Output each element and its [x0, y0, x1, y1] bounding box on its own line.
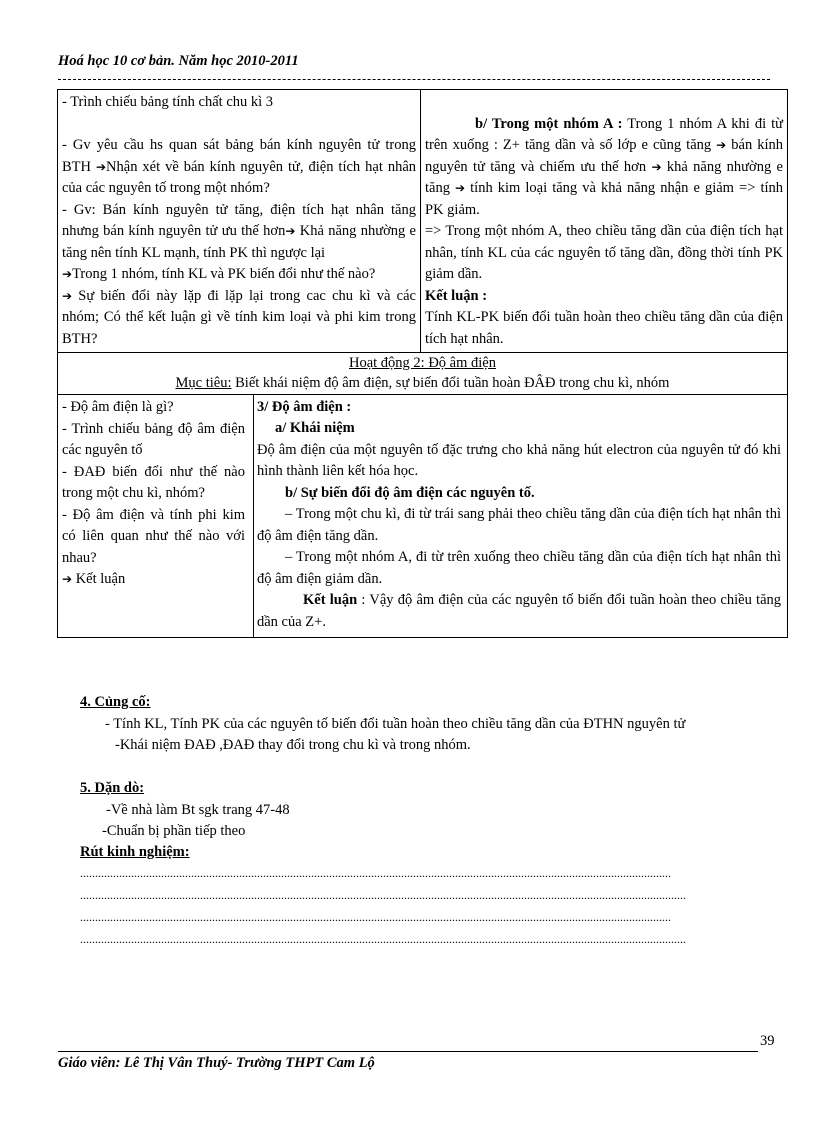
subheading: b/ Trong một nhóm A :: [475, 115, 623, 132]
arrow-right-icon: ➔: [62, 572, 73, 586]
column-divider-line: [253, 395, 254, 638]
teacher-activity-cell: [58, 90, 421, 353]
text: Kết luận: [72, 571, 126, 587]
arrow-right-icon: ➔: [62, 288, 73, 303]
section-experience: [57, 842, 785, 864]
arrow-right-icon: ➔: [455, 181, 466, 195]
left1-line: [62, 264, 416, 286]
group-a-summary: => Trong một nhóm A, theo chiều tăng dần của điện tích hạt nhân, tính KL của các nguyên tố tăng dần, đồng thời tính PK giảm dần.: [425, 223, 783, 282]
spacer: [425, 92, 783, 114]
section-heading: 5. Dặn dò:: [80, 780, 145, 796]
left2-line: - Trình chiếu bảng độ âm điện các nguyên tố: [62, 420, 245, 458]
text: khả năng nhường e tăng: [425, 158, 783, 196]
section-homework: [57, 778, 785, 843]
page-number: 39: [760, 1033, 775, 1049]
header-divider: [58, 79, 770, 80]
page-header-title: Hoá học 10 cơ bản. Năm học 2010-2011: [58, 53, 299, 69]
text: - Gv yêu cầu hs quan sát bảng bán kính nguyên tử trong BTH: [62, 137, 416, 175]
conclusion-paragraph: [257, 590, 781, 633]
section-heading: 4. Củng cố:: [80, 694, 151, 710]
activity-title: Hoạt động 2: Độ âm điện: [349, 355, 496, 371]
table-row: [58, 353, 788, 395]
arrow-right-icon: ➔: [285, 224, 296, 238]
conclusion-text: Tính KL-PK biến đổi tuần hoàn theo chiều tăng dần của điện tích hạt nhân.: [425, 309, 783, 347]
footer-divider: [58, 1051, 758, 1052]
text: Trong 1 nhóm, tính KL và PK biến đổi như thế nào?: [72, 266, 376, 282]
left2-line: - Độ âm điện là gì?: [62, 399, 174, 415]
left1-line: [62, 200, 416, 265]
left1-line: [62, 135, 416, 200]
activity-goal: [62, 373, 783, 393]
text: - Gv: Bán kính nguyên tử tăng, điện tích hạt nhân tăng nhưng bán kính nguyên tử ưu thế hơn: [62, 201, 416, 239]
left2-line: - Độ âm điện và tính phi kim có liên quan như thế nào với nhau?: [62, 506, 245, 566]
left1-line: [62, 286, 416, 351]
conclusion-label: Kết luận :: [425, 287, 488, 304]
footer-teacher: Giáo viên: Lê Thị Vân Thuý- Trường THPT Cam Lộ: [58, 1055, 375, 1071]
arrow-right-icon: ➔: [716, 138, 727, 152]
section-consolidation: [57, 692, 785, 757]
homework-line: -Về nhà làm Bt sgk trang 47-48: [106, 801, 290, 818]
left1-line: - Trình chiếu bảng tính chất chu kì 3: [62, 94, 274, 110]
blank-line: ..........................................................................................................................................................................................................: [80, 888, 686, 902]
conclusion-text: : Vậy độ âm điện của các nguyên tố biến đổi tuần hoàn theo chiều tăng dần của Z+.: [257, 592, 782, 630]
section-heading: Rút kinh nghiệm:: [80, 844, 190, 860]
consolidation-line: -Khái niệm ĐAĐ ,ĐAĐ thay đổi trong chu kì và trong nhóm.: [115, 737, 471, 753]
text: Khả năng nhường e tăng nên tính KL mạnh, tính PK thì ngược lại: [62, 223, 416, 261]
blank-line: .....................................................................................................................................................................................................: [80, 866, 671, 880]
bullet-group: – Trong một nhóm A, đi từ trên xuống theo chiều tăng dần của điện tích hạt nhân thì độ âm điện giảm dần.: [257, 549, 781, 587]
activity-header-cell: [58, 353, 788, 395]
left2-line: [62, 569, 245, 591]
section-heading: 3/ Độ âm điện :: [257, 398, 352, 415]
electronegativity-content: [257, 397, 781, 634]
text: Sự biến đổi này lặp đi lặp lại trong cac chu kì và các nhóm; Có thể kết luận gì về tính kim loại và phi kim trong BTH?: [62, 287, 416, 347]
subheading-variation: b/ Sự biến đổi độ âm điện các nguyên tố.: [285, 484, 535, 501]
student-content-cell: [421, 90, 788, 353]
goal-text: Biết khái niệm độ âm điện, sự biến đổi tuần hoàn ĐÂĐ trong chu kì, nhóm: [231, 375, 670, 391]
spacer: [62, 114, 416, 136]
left2-wrapper: [62, 397, 245, 591]
group-a-paragraph: [425, 114, 783, 222]
subheading-concept: a/ Khái niệm: [275, 420, 355, 436]
blank-line: .....................................................................................................................................................................................................: [80, 910, 671, 924]
table-row: [58, 90, 788, 353]
arrow-right-icon: ➔: [62, 267, 73, 281]
definition-text: Độ âm điện của một nguyên tố đặc trưng cho khả năng hút electron của nguyên tử đó khi hình thành liên kết hóa học.: [257, 441, 781, 479]
blank-line: ..........................................................................................................................................................................................................: [80, 932, 686, 946]
homework-line: -Chuẩn bị phần tiếp theo: [102, 823, 246, 839]
consolidation-line: - Tính KL, Tính PK của các nguyên tố biến đổi tuần hoàn theo chiều tăng dần của ĐTHN nguyên tử: [105, 715, 686, 732]
goal-label: Mục tiêu:: [175, 375, 232, 391]
left2-line: - ĐAĐ biến đổi như thế nào trong một chu kì, nhóm?: [62, 463, 245, 501]
arrow-right-icon: ➔: [651, 159, 662, 174]
conclusion-label: Kết luận: [303, 592, 358, 608]
text: tính kim loại tăng và khả năng nhận e giảm => tính PK giảm.: [425, 180, 783, 218]
arrow-right-icon: ➔: [95, 159, 107, 174]
text: Nhận xét về bán kính nguyên tử, điện tích hạt nhân của các nguyên tố trong một nhóm?: [62, 158, 417, 196]
text: bán kính nguyên tử tăng và chiếm ưu thế hơn: [425, 137, 783, 175]
bullet-period: – Trong một chu kì, đi từ trái sang phải theo chiều tăng dần của điện tích hạt nhân thì độ âm điện tăng dần.: [257, 506, 781, 544]
text: Trong 1 nhóm A khi đi từ trên xuống : Z+ tăng dần và số lớp e cũng tăng: [425, 115, 783, 153]
